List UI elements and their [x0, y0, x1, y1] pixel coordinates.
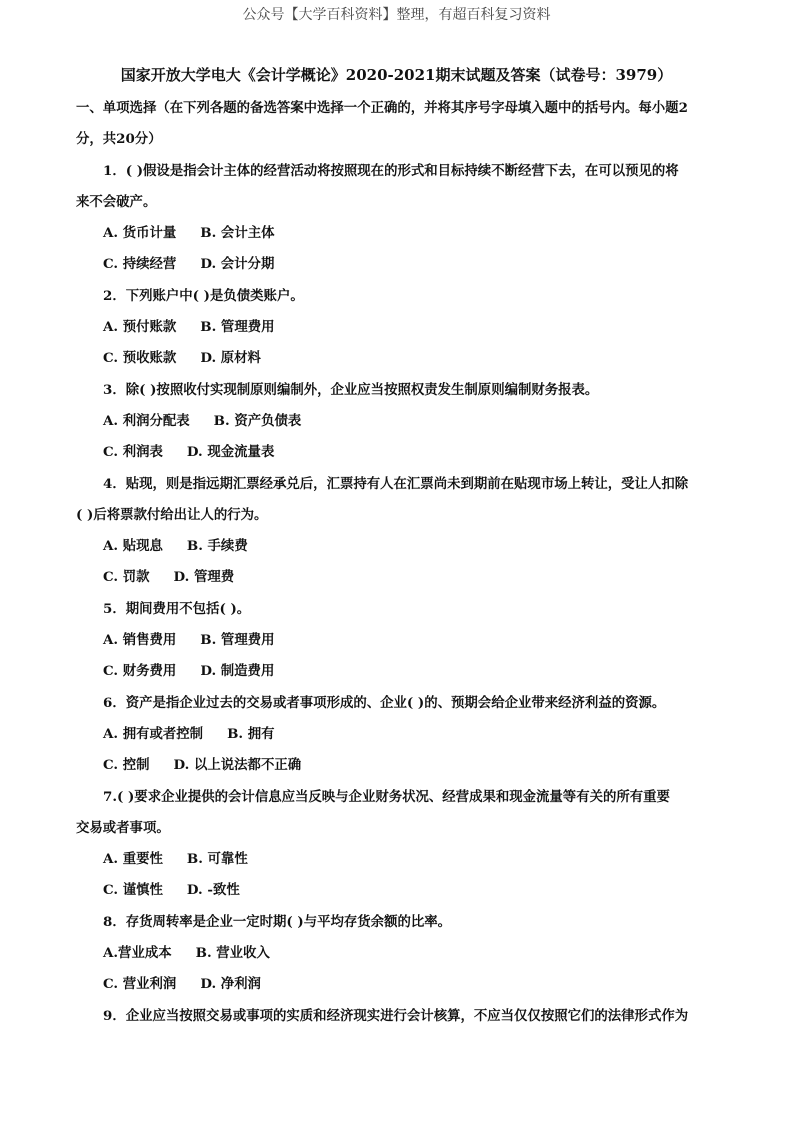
option-d: D. 净利润 — [200, 976, 261, 993]
option-row — [76, 343, 726, 374]
question-list — [76, 156, 726, 1032]
option-row — [76, 218, 726, 249]
option-a: A. 预付账款 — [103, 319, 177, 336]
option-row — [76, 625, 726, 656]
option-c: C. 谨慎性 — [103, 882, 163, 899]
option-c: C. 财务费用 — [103, 663, 177, 680]
question-stem: 8．存货周转率是企业一定时期( )与平均存货余额的比率。 — [103, 913, 452, 930]
question-stem: 7.( )要求企业提供的会计信息应当反映与企业财务状况、经营成果和现金流量等有关的所有重要 — [103, 788, 670, 805]
section-heading: 一、单项选择（在下列各题的备选答案中选择一个正确的，并将其序号字母填入题中的括号内。每小题2 — [76, 100, 688, 116]
option-c: C. 持续经营 — [103, 256, 177, 273]
option-row — [76, 656, 726, 687]
question-stem-cont: 交易或者事项。 — [76, 819, 170, 836]
option-a: A. 贴现息 — [103, 538, 163, 555]
document-body — [76, 93, 726, 1032]
option-d: D. 现金流量表 — [186, 444, 275, 461]
document-title: 国家开放大学电大《会计学概论》2020-2021期末试题及答案（试卷号：3979） — [120, 66, 673, 84]
option-b: B. 可靠性 — [186, 851, 248, 868]
option-d: D. -致性 — [186, 882, 240, 899]
option-d: D. 制造费用 — [200, 663, 275, 680]
option-row — [76, 531, 726, 562]
option-b: B. 会计主体 — [200, 225, 275, 242]
option-row — [76, 875, 726, 906]
option-c: C. 利润表 — [103, 444, 163, 461]
option-row — [76, 750, 726, 781]
question-stem: 2．下列账户中( )是负债类账户。 — [103, 287, 304, 304]
option-row — [76, 406, 726, 437]
option-row — [76, 437, 726, 468]
option-b: B. 管理费用 — [200, 632, 275, 649]
option-row — [76, 719, 726, 750]
option-c: C. 营业利润 — [103, 976, 177, 993]
option-c: C. 预收账款 — [103, 350, 177, 367]
option-a: A. 利润分配表 — [103, 412, 190, 429]
option-d: D. 原材料 — [200, 350, 261, 367]
option-a: A. 销售费用 — [103, 632, 177, 649]
question-stem: 5．期间费用不包括( )。 — [103, 600, 251, 617]
option-b: B. 资产负债表 — [213, 412, 302, 429]
option-b: B. 拥有 — [227, 725, 275, 742]
option-row — [76, 312, 726, 343]
option-c: C. 罚款 — [103, 569, 150, 586]
option-a: A. 重要性 — [103, 851, 163, 868]
question-stem: 3．除( )按照收付实现制原则编制外，企业应当按照权责发生制原则编制财务报表。 — [103, 381, 599, 398]
option-d: D. 管理费 — [173, 569, 235, 586]
question-stem-cont: 来不会破产。 — [76, 193, 157, 210]
option-a: A.营业成本 — [103, 945, 172, 962]
option-row — [76, 938, 726, 969]
page-header-watermark: 公众号【大学百科资料】整理，有超百科复习资料 — [242, 7, 551, 23]
option-row — [76, 249, 726, 280]
section-heading-cont: 分，共20分） — [76, 131, 162, 148]
option-b: B. 管理费用 — [200, 319, 275, 336]
option-row — [76, 969, 726, 1000]
question-stem: 1．( )假设是指会计主体的经营活动将按照现在的形式和目标持续不断经营下去，在可以预见的将 — [103, 162, 679, 179]
option-b: B. 营业收入 — [195, 945, 270, 962]
question-stem: 6．资产是指企业过去的交易或者事项形成的、企业( )的、预期会给企业带来经济利益的资源。 — [103, 694, 666, 711]
question-stem-cont: ( )后将票款付给出让人的行为。 — [76, 506, 268, 523]
option-a: A. 货币计量 — [103, 225, 177, 242]
question-stem: 9．企业应当按照交易或事项的实质和经济现实进行会计核算，不应当仅仅按照它们的法律形式作为 — [103, 1007, 689, 1024]
option-row — [76, 562, 726, 593]
option-d: D. 以上说法都不正确 — [173, 757, 302, 774]
option-b: B. 手续费 — [186, 538, 248, 555]
option-c: C. 控制 — [103, 757, 150, 774]
option-d: D. 会计分期 — [200, 256, 275, 273]
question-stem: 4．贴现，则是指远期汇票经承兑后，汇票持有人在汇票尚未到期前在贴现市场上转让，受让人扣除 — [103, 475, 689, 492]
option-row — [76, 844, 726, 875]
option-a: A. 拥有或者控制 — [103, 725, 204, 742]
